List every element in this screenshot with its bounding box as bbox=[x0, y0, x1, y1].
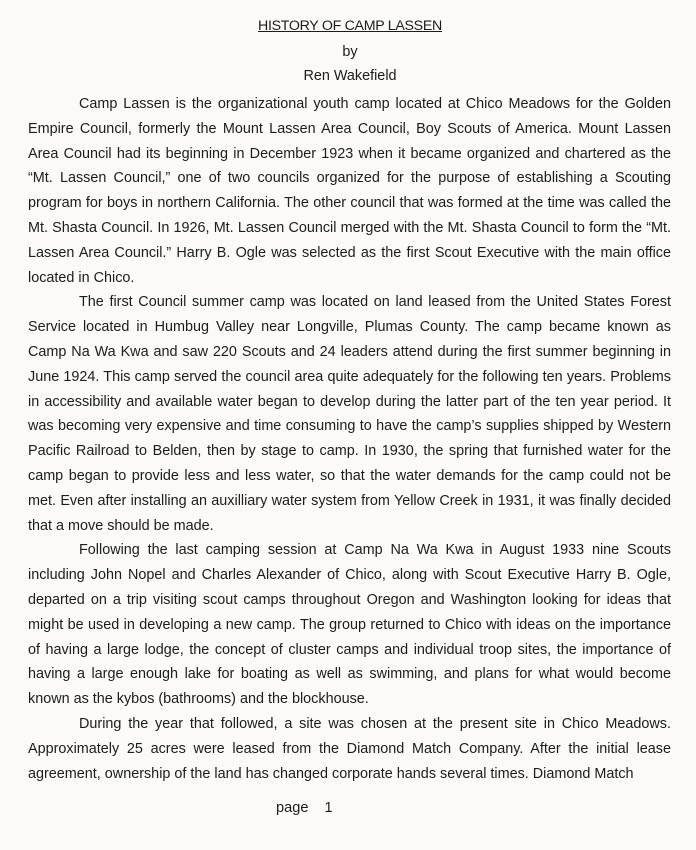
paragraph: The first Council summer camp was located on land leased from the United States Forest Service located in Humbug Valley near Longville, Plumas County. The camp became known as Camp Na Wa Kwa and saw 220 Scouts and 24 leaders attend during the first summer beginning in June 1924. This camp served the council area quite adequately for the following ten years. Problems in accessibility and available water began to develop during the latter part of the ten year period. It was becoming very expensive and time consuming to have the camp’s supplies shipped by Western Pacific Railroad to Belden, then by stage to camp. In 1930, the spring that furnished water for the camp began to provide less and less water, so that the water demands for the camp could not be met. Even after installing an auxilliary water system from Yellow Creek in 1931, it was finally decided that a move should be made. bbox=[28, 294, 671, 534]
document-title: HISTORY OF CAMP LASSEN bbox=[258, 18, 442, 34]
page-footer bbox=[276, 798, 333, 818]
author-name: Ren Wakefield bbox=[303, 68, 397, 84]
page-number: 1 bbox=[324, 800, 333, 816]
paragraph: During the year that followed, a site was chosen at the present site in Chico Meadows. Approximately 25 acres were leased from the Diamond Match Company. After the initial lease agreement, ownership of the land has changed corporate hands several times. Diamond Match bbox=[28, 715, 671, 782]
page-label: page bbox=[276, 800, 309, 816]
paragraph: Following the last camping session at Camp Na Wa Kwa in August 1933 nine Scouts including John Nopel and Charles Alexander of Chico, along with Scout Executive Harry B. Ogle, departed on a trip visiting scout camps throughout Oregon and Washington looking for ideas that might be used in developing a new camp. The group returned to Chico with ideas on the importance of having a large lodge, the concept of cluster camps and individual troop sites, the importance of having a large enough lake for boating as well as swimming, and plans for what would become known as the kybos (bathrooms) and the blockhouse. bbox=[28, 542, 671, 708]
body-text bbox=[28, 92, 671, 786]
paragraph: Camp Lassen is the organizational youth camp located at Chico Meadows for the Golden Empire Council, formerly the Mount Lassen Area Council, Boy Scouts of America. Mount Lassen Area Council had its beginning in December 1923 when it became organized and chartered as the “Mt. Lassen Council,” one of two councils organized for the purpose of establishing a Scouting program for boys in northern California. The other council that was formed at the time was called the Mt. Shasta Council. In 1926, Mt. Lassen Council merged with the Mt. Shasta Council to form the “Mt. Lassen Area Council.” Harry B. Ogle was selected as the first Scout Executive with the main office located in Chico. bbox=[28, 96, 671, 286]
by-line: by bbox=[342, 44, 358, 60]
